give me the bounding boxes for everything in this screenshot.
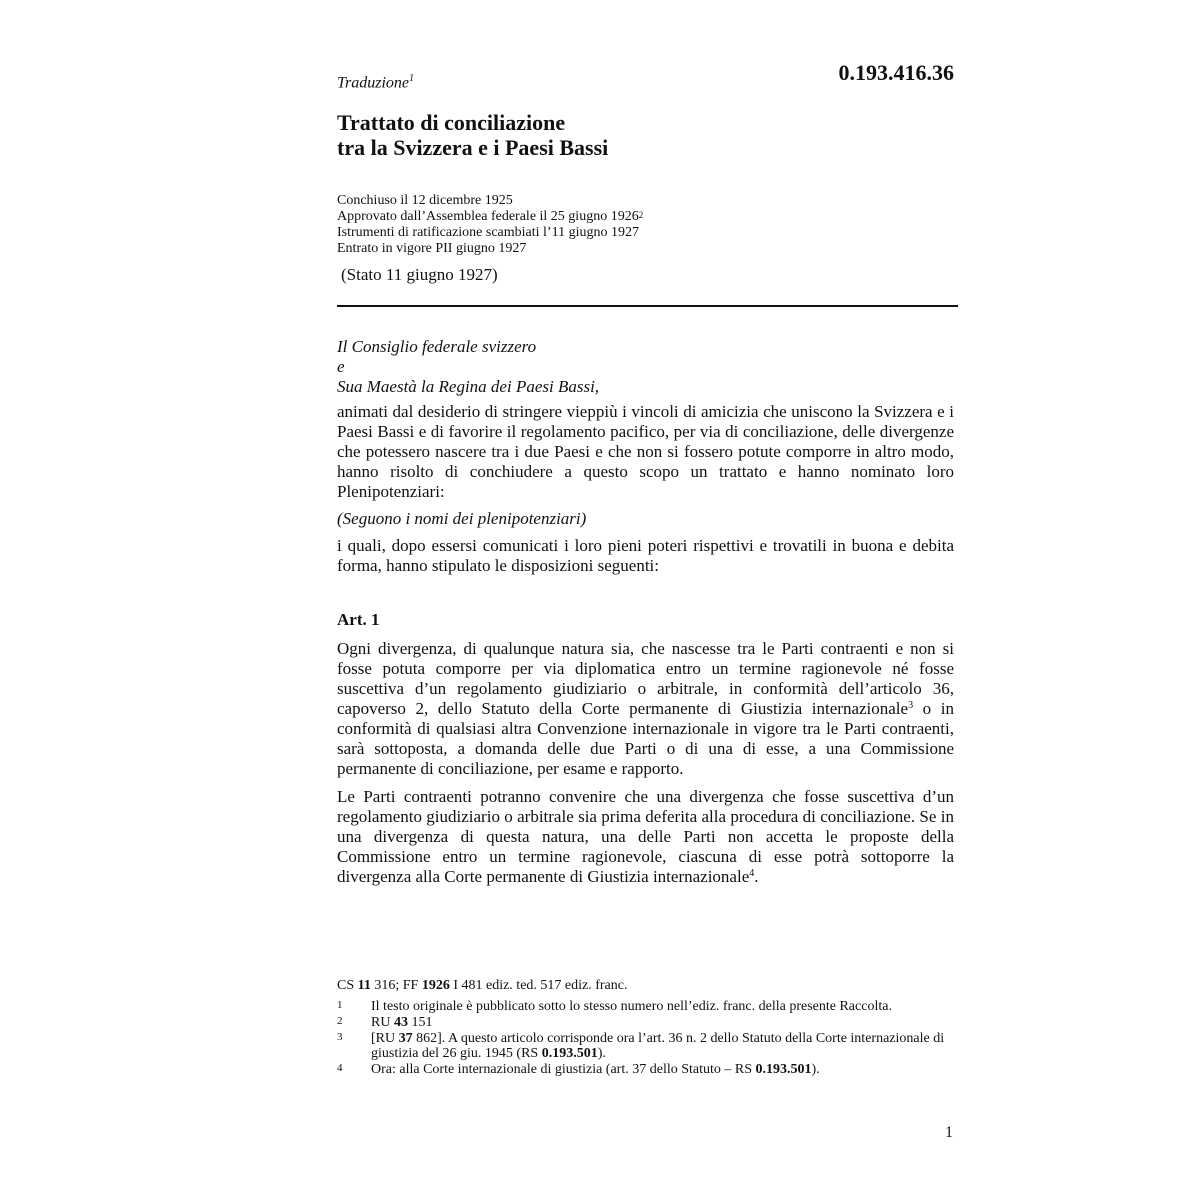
footnote-ref-1[interactable]: 1 [409,73,415,84]
article-1-paragraph-1: Ogni divergenza, di qualunque natura sia, che nascesse tra le Parti contraenti e non si fosse potuta comporre per via diplomatica entro un termine ragionevole né fosse suscettiva d’un regolamento giudiziario o arbitrale, in conformità dell’articolo 36, capoverso 2, dello Statuto della Corte permanente di Giustizia internazionale$^3$ o in conformità di qualsiasi altra Convenzione internazionale in vigore tra le Parti contraenti, sarà sottoposta, a domanda delle due Parti o di una di esse, a una Commissione permanente di conciliazione, per esame e rapporto. [337,639,954,778]
footnote-1: 1 Il testo originale è pubblicato sotto lo stesso numero nell’ediz. franc. della presente Raccolta. [337,999,892,1014]
article-1-paragraph-2: Le Parti contraenti potranno convenire che una divergenza che fosse suscettiva d’un regolamento giudiziario o arbitrale sia prima deferita alla procedura di conciliazione. Se in una divergenza di questa natura, una delle Parti non accetta le proposte della Commissione entro un termine ragionevole, ciascuna di esse potrà sottoporre la divergenza alla Corte permanente di Giustizia internazionale$^4$. [337,787,954,886]
party-swiss: Il Consiglio federale svizzero [337,337,537,356]
preamble [337,337,954,576]
sr-number: 0.193.416.36 [838,60,954,85]
entry-into-force: Entrato in vigore PII giugno 1927 [337,241,527,256]
document-title [337,110,954,160]
header-divider [337,305,958,307]
document-metadata [337,193,954,257]
plenipotentiaries-note: (Seguono i nomi dei plenipotenziari) [337,509,587,528]
ratification-date: Istrumenti di ratificazione scambiati l’11 giugno 1927 [337,225,639,240]
footnote-2: 2 RU 43 151 [337,1015,433,1030]
article-1-body [337,639,954,887]
page-number: 1 [945,1124,953,1141]
footnotes [337,999,954,1078]
footnote-ref-4[interactable]: 4 [749,868,755,879]
title-line-2: tra la Svizzera e i Paesi Bassi [337,135,609,160]
article-heading: Art. 1 [337,610,380,629]
preamble-paragraph-2: i quali, dopo essersi comunicati i loro pieni poteri rispettivi e trovatili in buona e debita forma, hanno stipulato le disposizioni seguenti: [337,536,954,575]
source-citation: CS 11 316; FF 1926 I 481 ediz. ted. 517 ediz. franc. [337,978,628,993]
footnote-3: 3 [RU 37 862]. A questo articolo corrisponde ora l’art. 36 n. 2 dello Statuto della Corte internazionale di giustizia del 26 giu. 1945 (RS 0.193.501). [337,1031,945,1061]
status-date: (Stato 11 giugno 1927) [341,265,498,284]
footnote-ref-3[interactable]: 3 [908,700,914,711]
footnote-4: 4 Ora: alla Corte internazionale di giustizia (art. 37 dello Statuto – RS 0.193.501). [337,1062,820,1077]
translation-label: Traduzione$^1$ [337,73,415,92]
party-netherlands: Sua Maestà la Regina dei Paesi Bassi, [337,377,600,396]
footnote-ref-2[interactable]: 2 [638,210,644,220]
concluded-date: Conchiuso il 12 dicembre 1925 [337,193,513,208]
approval-date: Approvato dall’Assemblea federale il 25 giugno 1926$^2$ [337,209,644,224]
party-conjunction: e [337,357,345,376]
title-line-1: Trattato di conciliazione [337,110,566,135]
preamble-paragraph-1: animati dal desiderio di stringere vieppiù i vincoli di amicizia che uniscono la Svizzera e i Paesi Bassi e di favorire il regolamento pacifico, per via di conciliazione, delle divergenze che potessero nascere tra i due Paesi e che non si fossero potute comporre in altro modo, hanno risolto di conchiudere a questo scopo un trattato e hanno nominato loro Plenipotenziari: [337,402,954,501]
